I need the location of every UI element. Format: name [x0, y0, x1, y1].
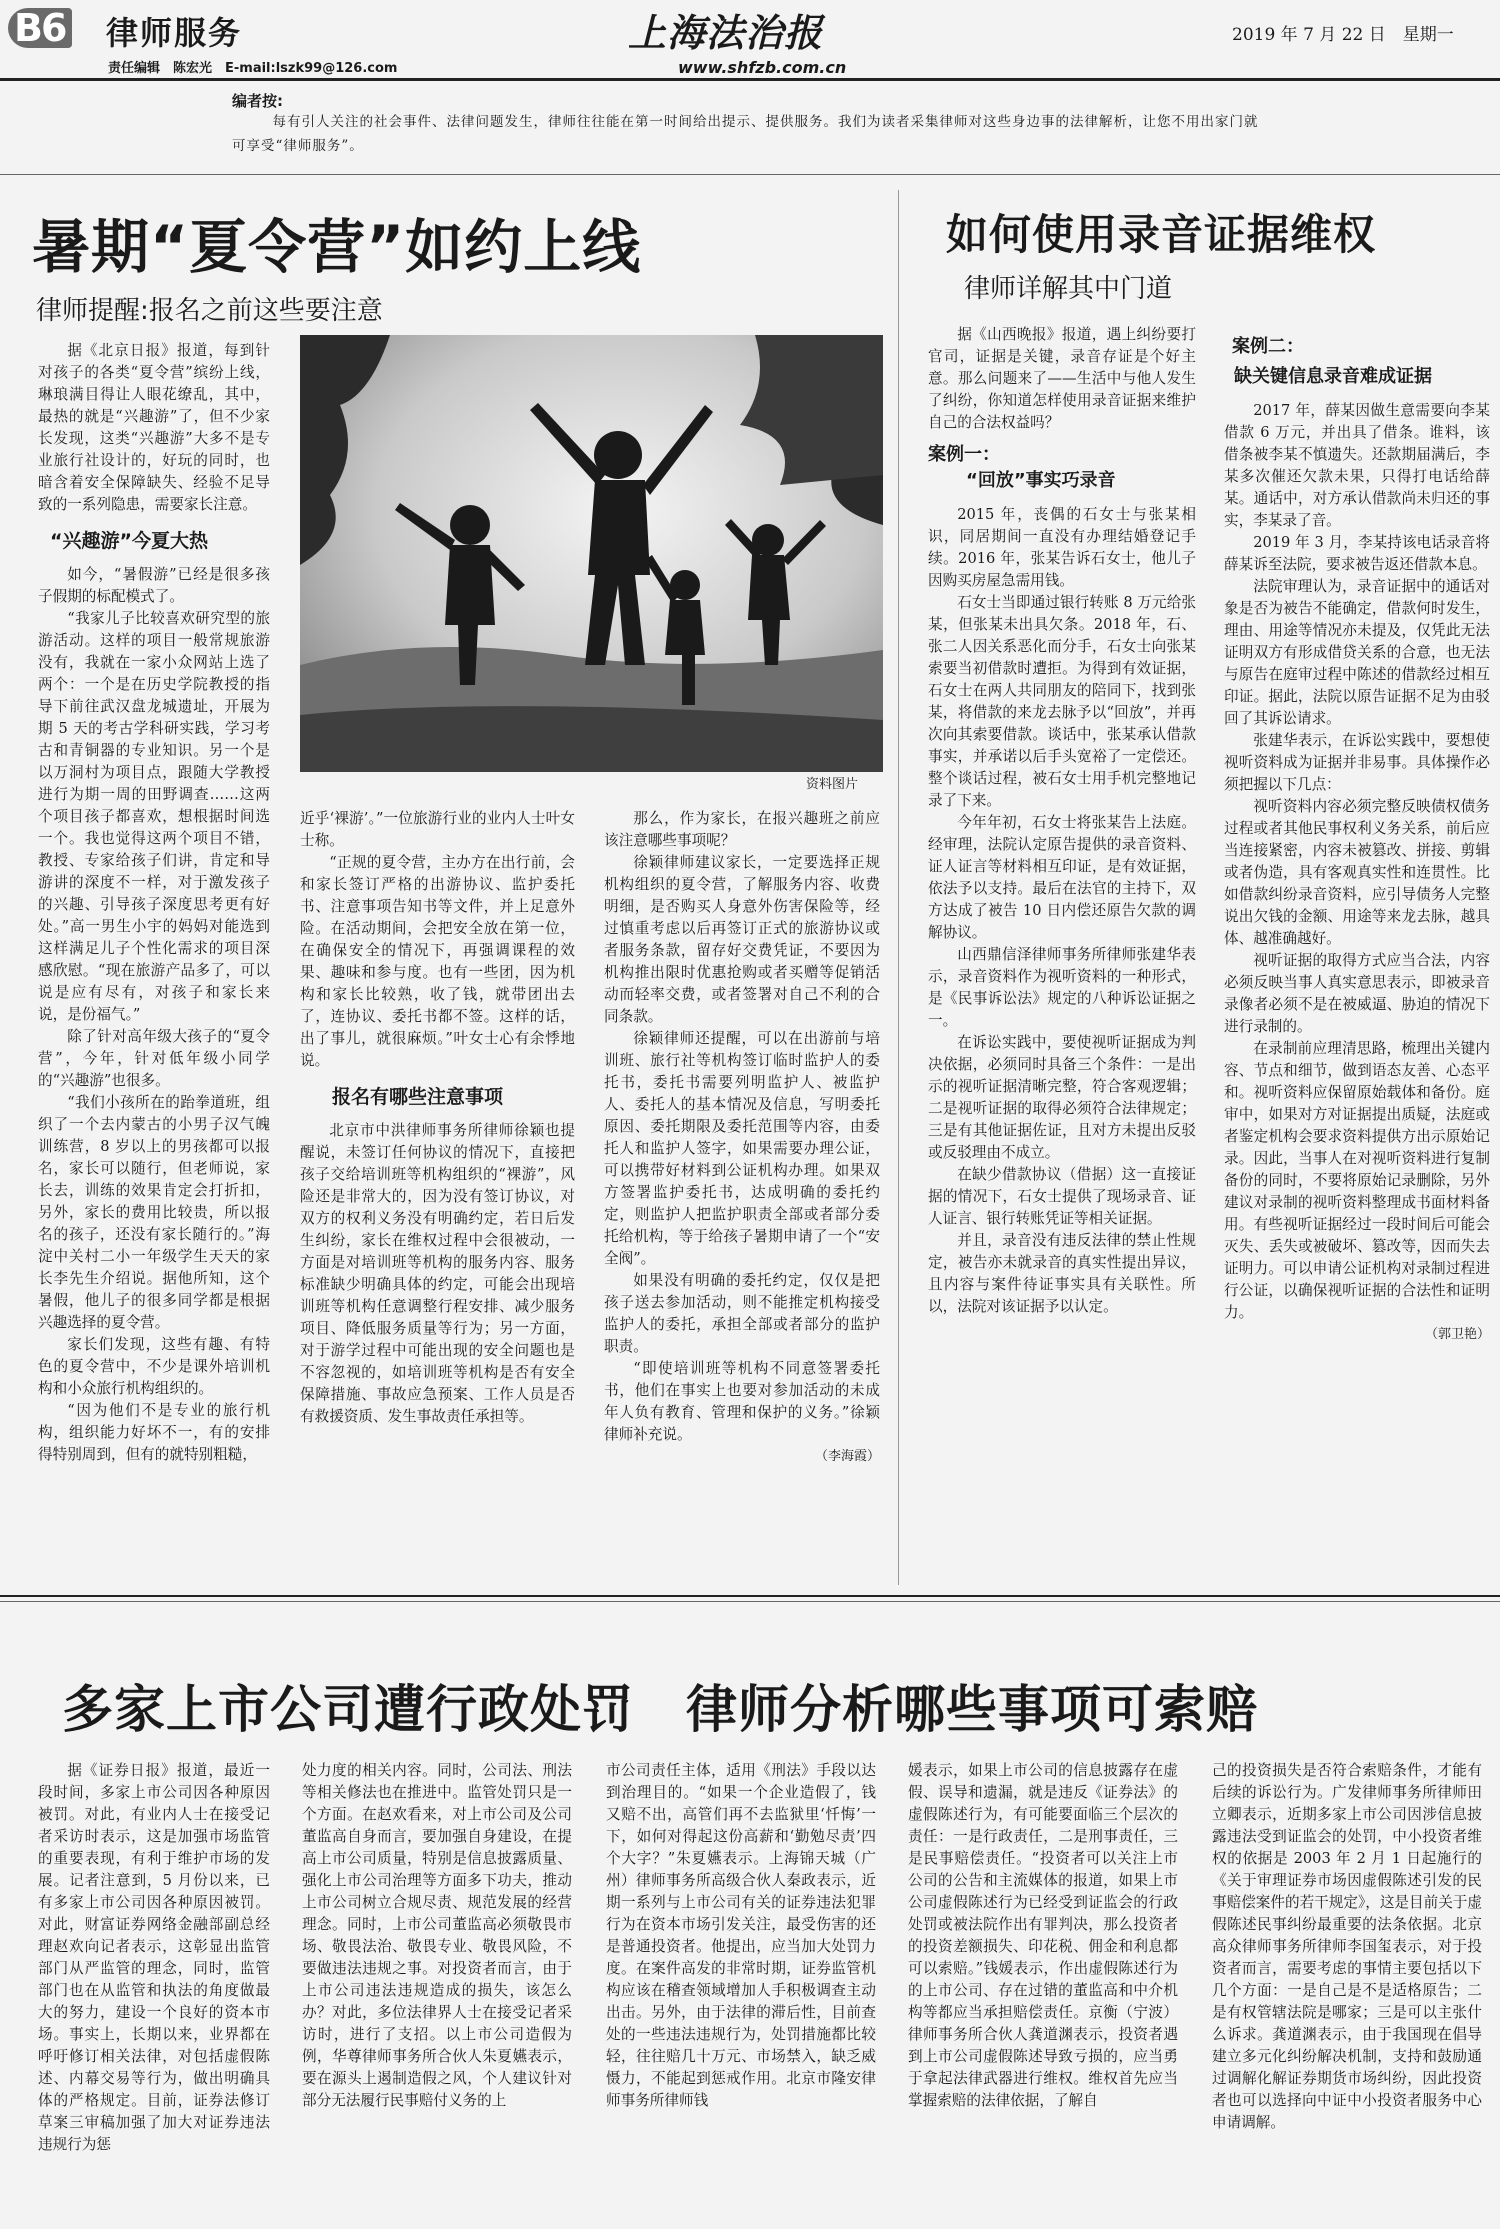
paragraph: 2019 年 3 月，李某持该电话录音将薛某诉至法院，要求被告返还借款本息。 — [1224, 534, 1490, 573]
note-rule — [0, 174, 1500, 175]
article1-col2 — [300, 808, 575, 1578]
paragraph: 视听资料内容必须完整反映债权债务过程或者其他民事权利义务关系，前后应当连接紧密，内容未被篡改、拼接、剪辑或者伪造，具有客观真实性和连贯性。比如借款纠纷录音资料，应引导债务人完整说出欠钱的金额、用途等来龙去脉，越具体、越准确越好。 — [1224, 798, 1490, 947]
page-number: B6 — [14, 6, 66, 50]
section-separator — [0, 1595, 1500, 1597]
case-label: 案例二： — [1232, 336, 1304, 357]
paragraph: “我们小孩所在的跆拳道班，组织了一个去内蒙古的小男子汉气魄训练营，8 岁以上的男孩都可以报名，家长可以随行，但老师说，家长去，训练的效果肯定会打折扣，另外，家长的费用比较贵，所以报名的孩子，还没有家长随行的。”海淀中关村二小一年级学生天天的家长李先生介绍说。据他所知，这个暑假，他儿子的很多同学都是根据兴趣选择的夏令营。 — [38, 1094, 270, 1331]
article3-col2 — [302, 1760, 572, 2222]
article3-title: 多家上市公司遭行政处罚 律师分析哪些事项可索赔 — [62, 1681, 1259, 1740]
article1-subtitle: 律师提醒:报名之前这些要注意 — [36, 296, 383, 326]
paragraph: 据《证券日报》报道，最近一段时间，多家上市公司因各种原因被罚。对此，有业内人士在接受记者采访时表示，这是加强市场监管的重要表现，有利于维护市场的发展。记者注意到，5 月份以来，已有多家上市公司因各种原因被罚。对此，财富证券网络金融部副总经理赵欢向记者表示，这彰显出监管部门从严监管的理念，同时，监管部门也在从监管和执法的角度做最大的努力，建设一个良好的资本市场。事实上，长期以来，业界都在呼吁修订相关法律，对包括虚假陈述、内幕交易等行为，做出明确具体的严格规定。目前，证券法修订草案三审稿加强了加大对证券违法违规行为惩 — [38, 1762, 270, 2153]
paragraph: 今年年初，石女士将张某告上法庭。经审理，法院认定原告提供的录音资料、证人证言等材料相互印证，是有效证据，依法予以支持。最后在法官的主持下，双方达成了被告 10 日内偿还原告欠款的调解协议。 — [928, 814, 1196, 941]
paragraph: “即使培训班等机构不同意签署委托书，他们在事实上也要对参加活动的未成年人负有教育、管理和保护的义务。”徐颖律师补充说。 — [604, 1360, 880, 1443]
header-rule — [0, 78, 1500, 81]
case-title: 缺关键信息录音难成证据 — [1234, 366, 1432, 387]
article1-title: 暑期“夏令营”如约上线 — [32, 213, 642, 281]
column-divider — [898, 190, 899, 1585]
editor-note-label: 编者按: — [232, 92, 283, 110]
paragraph: 北京市中洪律师事务所律师徐颖也提醒说，未签订任何协议的情况下，直接把孩子交给培训班等机构组织的“裸游”，风险还是非常大的，因为没有签订协议，对双方的权利义务没有明确约定，若日后发生纠纷，家长在维权过程中会很被动，一方面是对培训班等机构的服务内容、服务标准缺少明确具体的约定，可能会出现培训班等机构任意调整行程安排、减少服务项目、降低服务质量等行为；另一方面，对于游学过程中可能出现的安全问题也是不容忽视的，如培训班等机构是否有安全保障措施、事故应急预案、工作人员是否有救援资质、发生事故责任承担等。 — [300, 1122, 575, 1425]
paragraph: 视听证据的取得方式应当合法，内容必须反映当事人真实意思表示，即被录音录像者必须不是在被威逼、胁迫的情况下进行录制的。 — [1224, 952, 1490, 1035]
editor-credit: 责任编辑 陈宏光 E-mail:lszk99@126.com — [108, 61, 398, 76]
byline: （郭卫艳） — [1424, 1327, 1490, 1342]
paragraph: “我家儿子比较喜欢研究型的旅游活动。这样的项目一般常规旅游没有，我就在一家小众网站上选了两个：一个是在历史学院教授的指导下前往武汉盘龙城遗址，开展为期 5 天的考古学科研实践，学习考古和青铜器的专业知识。另一个是以万洞村为项目点，跟随大学教授进行为期一周的田野调查……这两个项目孩子都喜欢，想根据时间选一个。我也觉得这两个项目不错，教授、专家给孩子们讲，肯定和导游讲的深度不一样，对于激发孩子的兴趣、引导孩子深度思考更有好处。”高一男生小宇的妈妈对能选到这样满足儿子个性化需求的项目深感欣慰。“现在旅游产品多了，可以说是应有尽有，对孩子和家长来说，是份福气。” — [38, 610, 270, 1023]
paragraph: 并且，录音没有违反法律的禁止性规定，被告亦未就录音的真实性提出异议，且内容与案件待证事实具有关联性。所以，法院对该证据予以认定。 — [928, 1232, 1196, 1315]
section-heading: “兴趣游”今夏大热 — [50, 530, 208, 552]
editor-note-text: 每有引人关注的社会事件、法律问题发生，律师往往能在第一时间给出提示、提供服务。我们为读者采集律师对这些身边事的法律解析，让您不用出家门就可享受“律师服务”。 — [232, 114, 1259, 154]
section-title: 律师服务 — [106, 14, 243, 52]
paragraph: 那么，作为家长，在报兴趣班之前应该注意哪些事项呢？ — [604, 810, 880, 849]
article2-col1 — [928, 324, 1196, 1579]
paragraph: 石女士当即通过银行转账 8 万元给张某，但张某未出具欠条。2018 年，石、张二人因关系恶化而分手，石女士向张某索要当初借款时遭拒。为得到有效证据，石女士在两人共同朋友的陪同下，找到张某，将借款的来龙去脉予以“回放”，并再次向其索要借款。谈话中，张某承认借款事实，并承诺以后手头宽裕了一定偿还。整个谈话过程，被石女士用手机完整地记录了下来。 — [928, 594, 1196, 809]
paragraph: 除了针对高年级大孩子的“夏令营”，今年，针对低年级小同学的“兴趣游”也很多。 — [38, 1028, 270, 1089]
photo-caption: 资料图片 — [806, 777, 859, 792]
article3-col5 — [1212, 1760, 1482, 2222]
paragraph: 在缺少借款协议（借据）这一直接证据的情况下，石女士提供了现场录音、证人证言、银行转账凭证等相关证据。 — [928, 1166, 1196, 1227]
paragraph: 徐颖律师建议家长，一定要选择正规机构组织的夏令营，了解服务内容、收费明细，是否购买人身意外伤害保险等，经过慎重考虑以后再签订正式的旅游协议或者服务条款，留存好交费凭证，不要因为机构推出限时优惠抢购或者买赠等促销活动而轻率交费，或者签署对自己不利的合同条款。 — [604, 854, 880, 1025]
article3-col1 — [38, 1760, 270, 2222]
paragraph: 2017 年，薛某因做生意需要向李某借款 6 万元，并出具了借条。谁料，该借条被李某不慎遗失。还款期届满后，李某多次催还欠款未果，只得打电话给薛某。通话中，对方承认借款尚未归还的事实，李某录了音。 — [1224, 402, 1490, 529]
paragraph: 己的投资损失是否符合索赔条件，才能有后续的诉讼行为。广发律师事务所律师田立卿表示，近期多家上市公司因涉信息披露违法受到证监会的处罚，中小投资者维权的依据是 2003 年 2 月 1 日起施行的《关于审理证券市场因虚假陈述引发的民事赔偿案件的若干规定》，这是目前关于虚假陈述民事纠纷最重要的法条依据。北京高众律师事务所律师李国玺表示，对于投资者而言，需要考虑的事情主要包括以下几个方面：一是自己是不是适格原告；二是有权管辖法院是哪家；三是可以主张什么诉求。龚道渊表示，由于我国现在倡导建立多元化纠纷解决机制，支持和鼓励通过调解化解证券期货市场纠纷，因此投资者也可以选择向中证中小投资者服务中心申请调解。 — [1212, 1762, 1482, 2131]
case-label: 案例一： — [928, 444, 1000, 465]
paragraph: 家长们发现，这些有趣、有特色的夏令营中，不少是课外培训机构和小众旅行机构组织的。 — [38, 1336, 270, 1397]
byline: （李海霞） — [814, 1449, 880, 1464]
paragraph: 山西鼎信泽律师事务所律师张建华表示，录音资料作为视听资料的一种形式，是《民事诉讼法》规定的八种诉讼证据之一。 — [928, 946, 1196, 1029]
paragraph: “因为他们不是专业的旅行机构，组织能力好坏不一，有的安排得特别周到，但有的就特别粗糙， — [38, 1402, 270, 1463]
article3-col3 — [606, 1760, 876, 2222]
paragraph: 徐颖律师还提醒，可以在出游前与培训班、旅行社等机构签订临时监护人的委托书，委托书需要列明监护人、被监护人、委托人的基本情况及信息，写明委托原因、委托期限及委托范围等内容，由委托人和监护人签字，如果需要办理公证，可以携带好材料到公证机构办理。如果双方签署监护委托书，达成明确的委托约定，则监护人把监护职责全部或者部分委托给机构，等于给孩子暑期申请了一个“安全阀”。 — [604, 1030, 880, 1267]
article2-col2 — [1224, 336, 1490, 1581]
section-heading: 报名有哪些注意事项 — [332, 1086, 504, 1108]
paragraph: 市公司责任主体，适用《刑法》手段以达到治理目的。“如果一个企业造假了，钱又赔不出，高管们再不去监狱里‘忏悔’一下，如何对得起这份高薪和‘勤勉尽责’四个大字？”朱夏嬿表示。上海锦天城（广州）律师事务所高级合伙人秦政表示，近期一系列与上市公司有关的证券违法犯罪行为在资本市场引发关注，最受伤害的还是普通投资者。他提出，应当加大处罚力度。在案件高发的非常时期，证券监管机构应该在稽查领域增加人手积极调查主动出击。另外，由于法律的滞后性，目前查处的一些违法违规行为，处罚措施都比较轻，往往赔几十万元、市场禁入，缺乏威慑力，不能起到惩戒作用。北京市隆安律师事务所律师钱 — [606, 1762, 876, 2109]
paragraph: 如果没有明确的委托约定，仅仅是把孩子送去参加活动，则不能推定机构接受监护人的委托，承担全部或者部分的监护职责。 — [604, 1272, 880, 1355]
paragraph: 据《山西晚报》报道，遇上纠纷要打官司，证据是关键，录音存证是个好主意。那么问题来了——生活中与他人发生了纠纷，你知道怎样使用录音证据来维护自己的合法权益吗？ — [928, 326, 1196, 431]
article2-title: 如何使用录音证据维权 — [946, 210, 1377, 259]
issue-date: 2019 年 7 月 22 日 星期一 — [1232, 25, 1454, 45]
paragraph: “正规的夏令营，主办方在出行前，会和家长签订严格的出游协议、监护委托书、注意事项告知书等文件，并上足意外险。在活动期间，会把安全放在第一位，在确保安全的情况下，再强调课程的效果、趣味和参与度。也有一些团，因为机构和家长比较熟，收了钱，就带团出去了，连协议、委托书都不签。这样的话，出了事儿，就很麻烦。”叶女士心有余悸地说。 — [300, 854, 575, 1069]
paragraph: 法院审理认为，录音证据中的通话对象是否为被告不能确定，借款何时发生，理由、用途等情况亦未提及，仅凭此无法证明双方有形成借贷关系的合意，也无法与原告在庭审过程中陈述的借款经过相互印证。据此，法院以原告证据不足为由驳回了其诉讼请求。 — [1224, 578, 1490, 727]
paragraph: 据《北京日报》报道，每到针对孩子的各类“夏令营”缤纷上线，琳琅满目得让人眼花缭乱，其中，最热的就是“兴趣游”了，但不少家长发现，这类“兴趣游”大多不是专业旅行社设计的，好玩的同时，也暗含着安全保障缺失、经验不足导致的一系列隐患，需要家长注意。 — [38, 342, 270, 513]
article3-col4 — [908, 1760, 1178, 2222]
paragraph: 在录制前应理清思路，梳理出关键内容、节点和细节，做到语态友善、心态平和。视听资料应保留原始载体和备份。庭审中，如果对方对证据提出质疑，法庭或者鉴定机构会要求资料提供方出示原始记录。因此，当事人在对视听资料进行复制备份的同时，不要将原始记录删除，另外建议对录制的视听资料整理成书面材料备用。有些视听证据经过一段时间后可能会灭失、丢失或被破坏、篡改等，因而失去证明力。可以申请公证机构对录制过程进行公证，以确保视听证据的合法性和证明力。 — [1224, 1040, 1490, 1321]
website: www.shfzb.com.cn — [678, 58, 847, 77]
jumping-children-silhouette — [300, 335, 883, 772]
article1-col3 — [604, 808, 880, 1578]
paragraph: 张建华表示，在诉讼实践中，要想使视听资料成为证据并非易事。具体操作必须把握以下几点： — [1224, 732, 1490, 793]
paragraph: 2015 年，丧偶的石女士与张某相识，同居期间一直没有办理结婚登记手续。2016 年，张某告诉石女士，他儿子因购买房屋急需用钱。 — [928, 506, 1196, 589]
paragraph: 在诉讼实践中，要使视听证据成为判决依据，必须同时具备三个条件：一是出示的视听证据清晰完整，符合客观逻辑；二是视听证据的取得必须符合法律规定；三是有其他证据佐证，且对方未提出反驳或反驳理由不成立。 — [928, 1034, 1196, 1161]
paragraph: 如今，“暑假游”已经是很多孩子假期的标配模式了。 — [38, 566, 270, 605]
section-separator — [0, 1601, 1500, 1602]
paragraph: 处力度的相关内容。同时，公司法、刑法等相关修法也在推进中。监管处罚只是一个方面。在赵欢看来，对上市公司及公司董监高自身而言，要加强自身建设，在提高上市公司质量，特别是信息披露质量、强化上市公司治理等方面多下功夫，推动上市公司树立合规尽责、规范发展的经营理念。同时，上市公司董监高必须敬畏市场、敬畏法治、敬畏专业、敬畏风险，不要做违法违规之事。对投资者而言，由于上市公司违法违规造成的损失，该怎么办？对此，多位法律界人士在接受记者采访时，进行了支招。以上市公司造假为例，华尊律师事务所合伙人朱夏嬿表示，要在源头上遏制造假之风，个人建议针对部分无法履行民事赔付义务的上 — [302, 1762, 572, 2109]
article1-col1 — [38, 340, 270, 1575]
case-title: “回放”事实巧录音 — [966, 470, 1116, 491]
paragraph: 近乎‘裸游’。”一位旅游行业的业内人士叶女士称。 — [300, 810, 575, 849]
article2-subtitle: 律师详解其中门道 — [964, 274, 1173, 304]
paragraph: 媛表示，如果上市公司的信息披露存在虚假、误导和遗漏，就是违反《证券法》的虚假陈述行为，有可能要面临三个层次的责任：一是行政责任，二是刑事责任，三是民事赔偿责任。“投资者可以关注上市公司的公告和主流媒体的报道，如果上市公司虚假陈述行为已经受到证监会的行政处罚或被法院作出有罪判决，那么投资者的投资差额损失、印花税、佣金和利息都可以索赔。”钱媛表示，作出虚假陈述行为的上市公司、存在过错的董监高和中介机构等都应当承担赔偿责任。京衡（宁波）律师事务所合伙人龚道渊表示，投资者遇到上市公司虚假陈述导致亏损的，应当勇于拿起法律武器进行维权。维权首先应当掌握索赔的法律依据，了解自 — [908, 1762, 1178, 2109]
article1-photo — [300, 335, 883, 772]
masthead: 上海法治报 — [628, 10, 824, 55]
